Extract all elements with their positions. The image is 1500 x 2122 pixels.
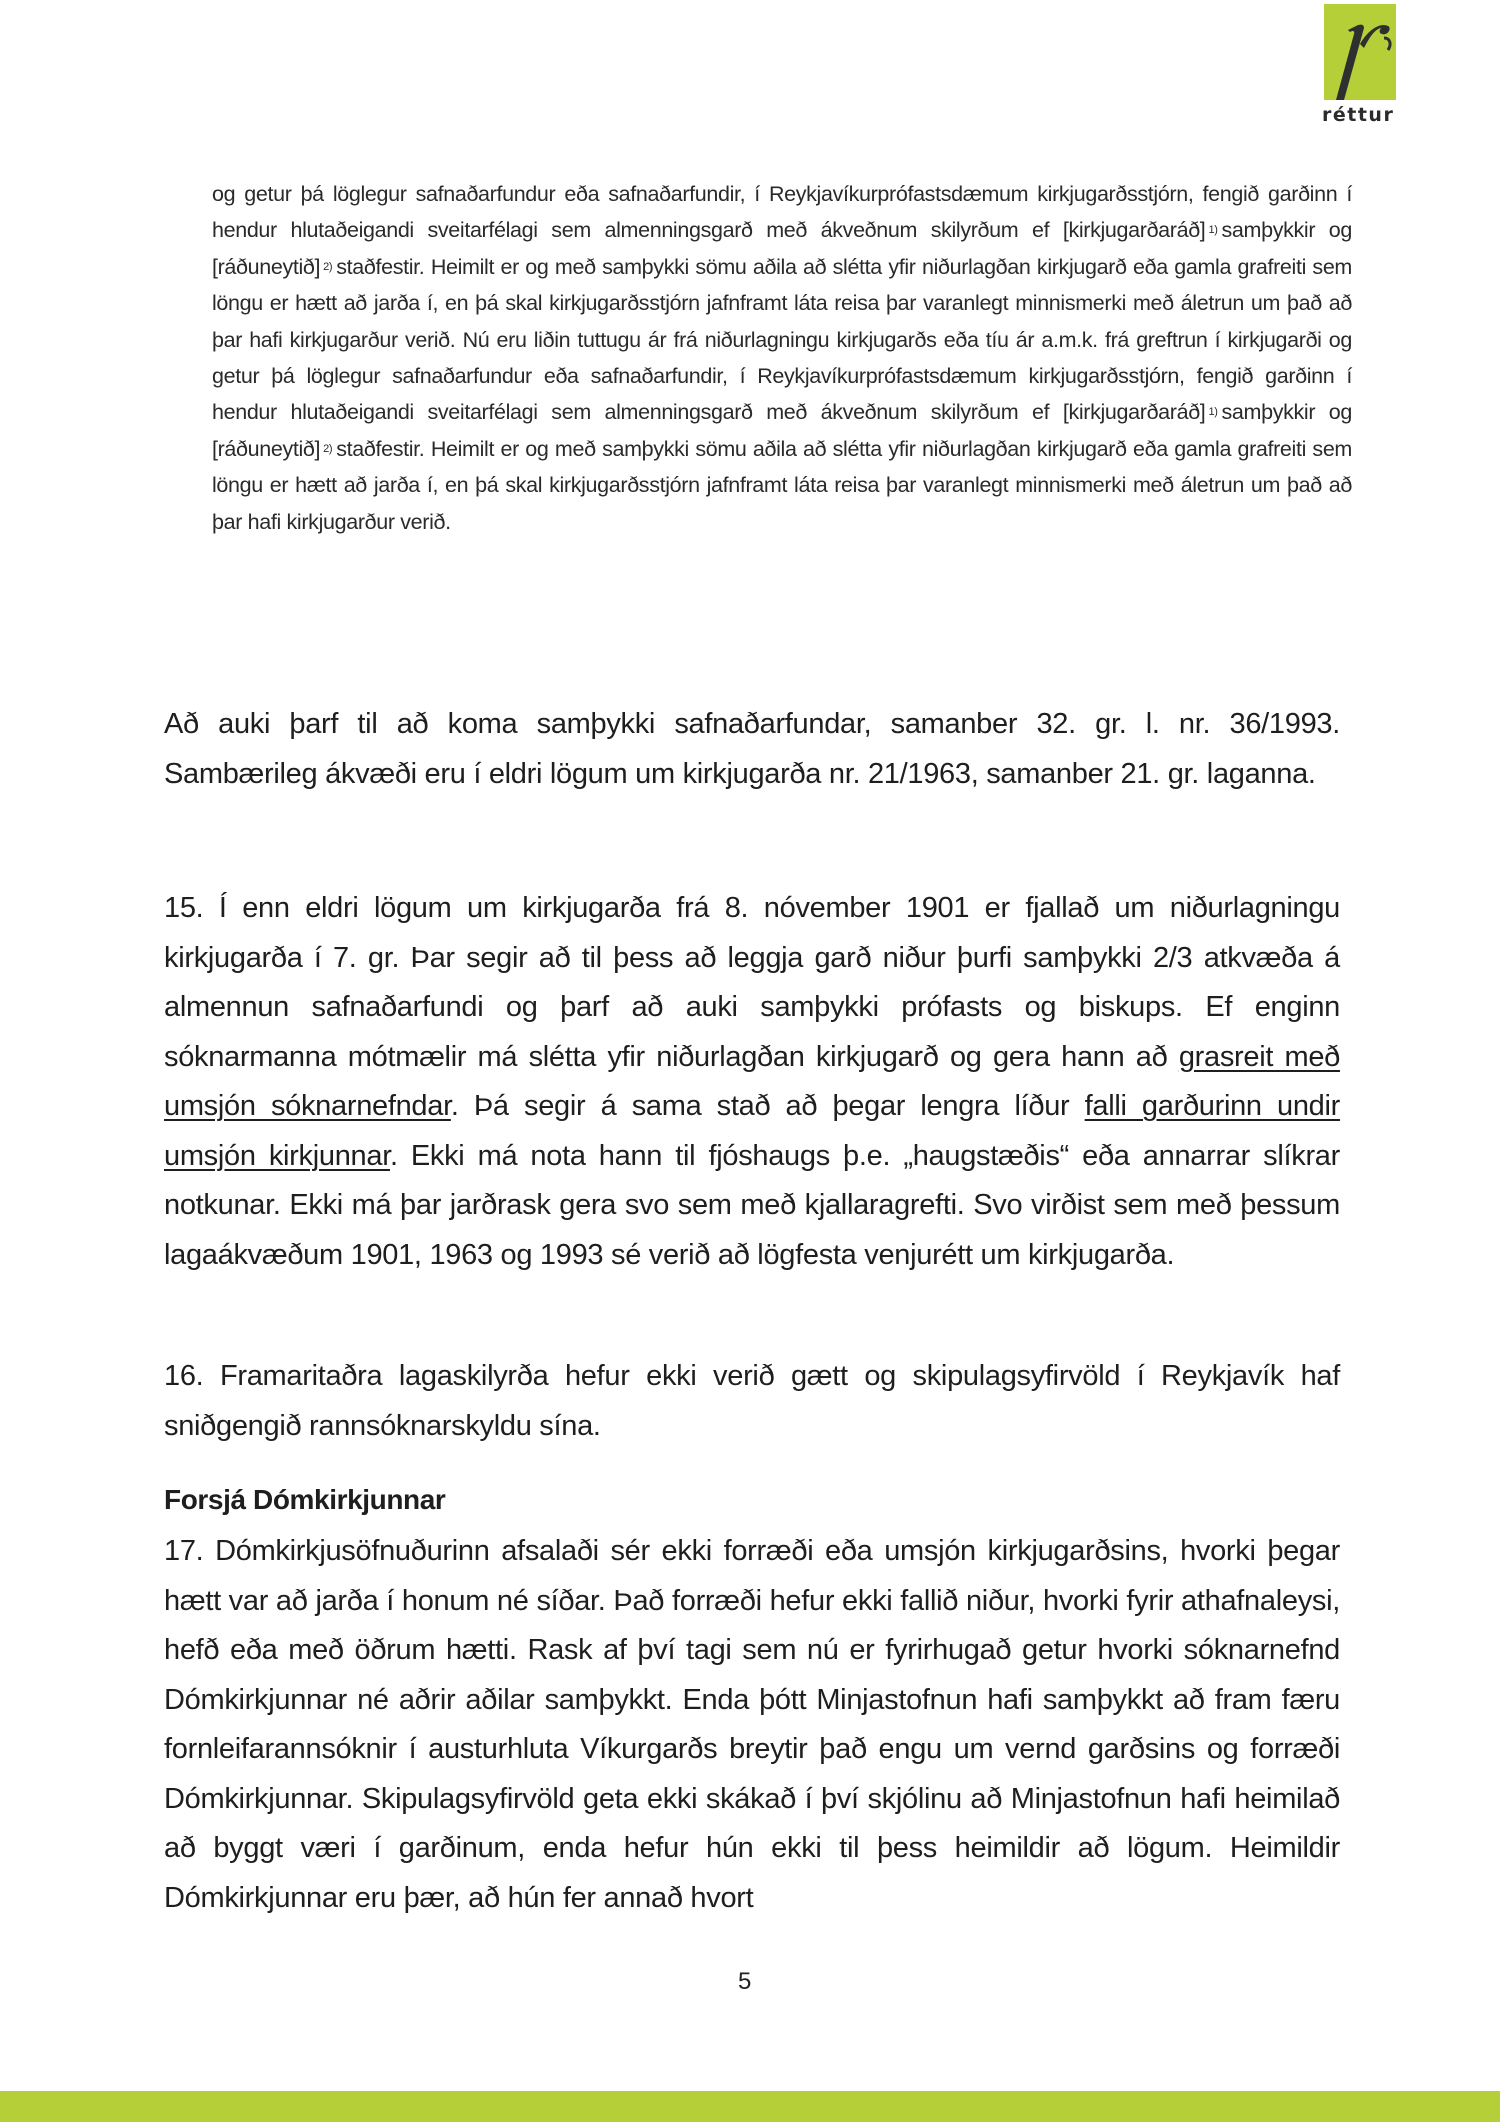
logo-r-glyph-icon: [1326, 4, 1398, 104]
rettur-logo: [1324, 4, 1404, 124]
paragraph-17: [164, 1527, 1340, 1923]
text-run: 15. Í enn eldri lögum um kirkjugarða frá 8. nóvember 1901 er fjallað um niðurlagningu kirkjugarða í 7. gr. Þar segir að til þess að leggja garð niður þurfi samþykki 2/3 atkvæða á almennun safnaðarfundi og þarf að auki samþykki prófasts og biskups. Ef enginn sóknarmanna mótmælir má slétta yfir niðurlagðan kirkjugarð og gera hann að: [164, 892, 1340, 1073]
quoted-law-text: [212, 176, 1352, 540]
quote-text: staðfestir. Heimilt er og með samþykki sömu aðila að slétta yfir niðurlagðan kirkjugarð eða gamla grafreiti sem löngu er hætt að jarða í, en þá skal kirkjugarðsstjórn jafnframt láta reisa þar varanlegt minnismerki með áletrun um það að þar hafi kirkjugarður verið.: [212, 436, 1352, 534]
footnote-marker: 2): [323, 442, 333, 455]
underlined-text: falli garðurinn undir umsjón kirkjunnar: [164, 1090, 1341, 1172]
paragraph-text: Að auki þarf til að koma samþykki safnaðarfundar, samanber 32. gr. l. nr. 36/1993. Sambærileg ákvæði eru í eldri lögum um kirkjugarða nr. 21/1963, samanber 21. gr. laganna.: [164, 708, 1340, 790]
paragraph-text: 16. Framaritaðra lagaskilyrða hefur ekki verið gætt og skipulagsyfirvöld í Reykjavík haf sniðgengið rannsóknarskyldu sína.: [164, 1360, 1340, 1442]
paragraph-text: [164, 884, 1340, 1280]
footnote-marker: 1): [1208, 406, 1218, 419]
section-heading: Forsjá Dómkirkjunnar: [164, 1484, 446, 1515]
quote-text: staðfestir. Heimilt er og með samþykki sömu aðila að slétta yfir niðurlagðan kirkjugarð eða gamla grafreiti sem löngu er hætt að jarða í, en þá skal kirkjugarðsstjórn jafnframt láta reisa þar varanlegt minnismerki með áletrun um það að þar hafi kirkjugarður verið. Nú eru liðin tuttugu ár frá niðurlagningu kirkjugarðs eða tíu ár a.m.k. frá greftrun í kirkjugarði og getur þá löglegur safnaðarfundur eða safnaðarfundir, í Reykjavíkurprófastsdæmum kirkjugarðsstjórn, fengið garðinn í hendur hlutaðeigandi sveitarfélagi sem almenningsgarð með ákveðnum skilyrðum ef [kirkjugarðaráð]: [212, 254, 1352, 425]
footnote-marker: 1): [1208, 224, 1218, 237]
quote-text: samþykkir og [ráðuneytið]: [212, 218, 1352, 279]
underlined-text: grasreit með umsjón sóknarnefndar: [164, 1040, 1340, 1122]
paragraph-16: [164, 1352, 1340, 1451]
text-run: . Ekki má nota hann til fjóshaugs þ.e. „haugstæðis“ eða annarrar slíkrar notkunar. Ekki má þar jarðrask gera svo sem með kjallaragrefti. Svo virðist sem með þessum lagaákvæðum 1901, 1963 og 1993 sé verið að lögfesta venjurétt um kirkjugarða.: [164, 1139, 1340, 1271]
quote-text: samþykkir og [ráðuneytið]: [212, 400, 1352, 461]
text-run: . Þá segir á sama stað að þegar lengra líður: [450, 1090, 1085, 1122]
paragraph-addition: [164, 700, 1340, 799]
footer-accent-bar: [0, 2091, 1500, 2122]
paragraph-text: 17. Dómkirkjusöfnuðurinn afsalaði sér ekki forræði eða umsjón kirkjugarðsins, hvorki þegar hætt var að jarða í honum né síðar. Það forræði hefur ekki fallið niður, hvorki fyrir athafnaleysi, hefð eða með öðrum hætti. Rask af því tagi sem nú er fyrirhugað getur hvorki sóknarnefnd Dómkirkjunnar né aðrir aðilar samþykkt. Enda þótt Minjastofnun hafi samþykkt að fram færu fornleifarannsóknir í austurhluta Víkurgarðs breytir það engu um vernd garðsins og forræði Dómkirkjunnar. Skipulagsyfirvöld geta ekki skákað í því skjólinu að Minjastofnun hafi heimilað að byggt væri í garðinum, enda hefur hún ekki til þess heimildir að lögum. Heimildir Dómkirkjunnar eru þær, að hún fer annað hvort: [164, 1535, 1340, 1914]
quote-paragraph: [212, 176, 1352, 540]
logo-wordmark: réttur: [1322, 104, 1395, 126]
footnote-marker: 2): [323, 260, 333, 273]
quote-text: og getur þá löglegur safnaðarfundur eða safnaðarfundir, í Reykjavíkurprófastsdæmum kirkjugarðsstjórn, fengið garðinn í hendur hlutaðeigandi sveitarfélagi sem almenningsgarð með ákveðnum skilyrðum ef [kirkjugarðaráð]: [212, 182, 1352, 243]
paragraph-15: [164, 884, 1340, 1280]
page-number: 5: [738, 1968, 752, 1995]
